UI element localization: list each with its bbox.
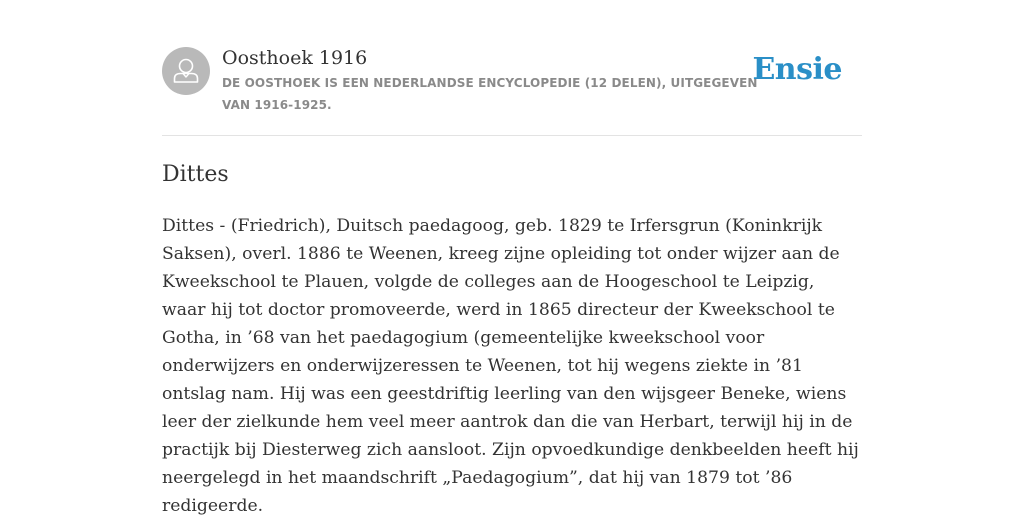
source-description: DE OOSTHOEK IS EEN NEDERLANDSE ENCYCLOPEDIE (12 DELEN), UITGEGEVEN VAN 1916-1925. (222, 76, 758, 112)
header-divider (162, 135, 862, 136)
source-avatar[interactable] (162, 47, 210, 95)
user-icon (162, 47, 210, 95)
source-header (162, 47, 862, 135)
article-page (162, 0, 862, 516)
entry-title: Dittes (162, 162, 229, 187)
source-name[interactable]: Oosthoek 1916 (222, 47, 368, 69)
entry-body: Dittes - (Friedrich), Duitsch paedagoog, geb. 1829 te Irfersgrun (Koninkrijk Saksen), overl. 1886 te Weenen, kreeg zijne opleiding tot onder wijzer aan de Kweekschool te Plauen, volgde de colleges aan de Hoogeschool te Leipzig, waar hij tot doctor promoveerde, werd in 1865 directeur der Kweekschool te Gotha, in ’68 van het paedagogium (gemeentelijke kweekschool voor onderwijzers en onderwijzeressen te Weenen, tot hij wegens ziekte in ’81 ontslag nam. Hij was een geestdriftig leerling van den wijsgeer Beneke, wiens leer der zielkunde hem veel meer aantrok dan die van Herbart, terwijl hij in de practijk bij Diesterweg zich aansloot. Zijn opvoedkundige denkbeelden heeft hij neergelegd in het maandschrift „Paedagogium”, dat hij van 1879 tot ’86 redigeerde. (162, 216, 859, 516)
ensie-logo-link[interactable]: Ensie (752, 52, 842, 87)
